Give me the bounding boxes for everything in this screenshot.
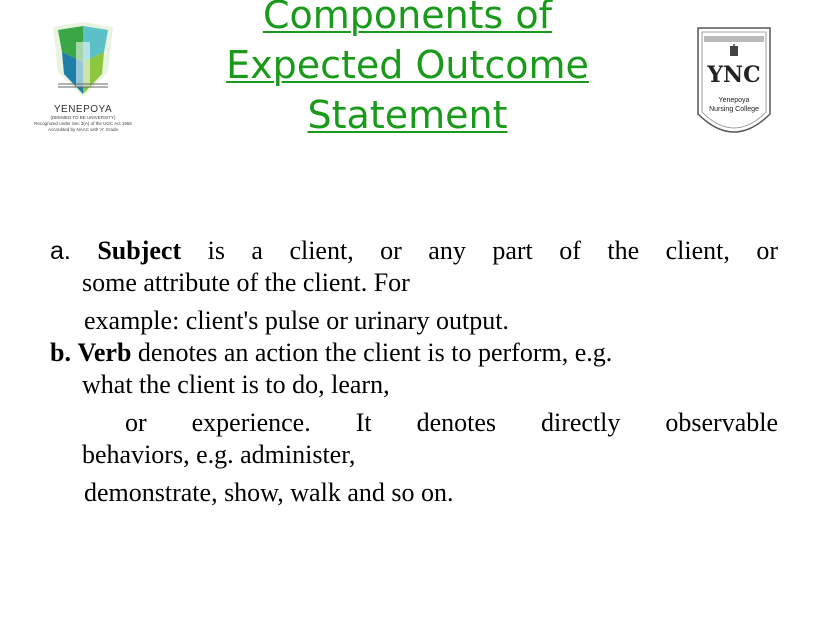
nursing-college-crest-icon [694,24,774,152]
title-line-3: Statement [307,93,508,137]
item-a-marker: a. [50,237,71,265]
item-b-line-3: or experience. It denotes directly observable [125,408,778,437]
title-line-1: Components of [262,0,553,37]
shield-emblem-icon [48,22,118,102]
slide-title [180,0,635,140]
item-b-marker: b. [50,338,71,367]
logo-monogram: YNC [707,62,761,88]
item-a-line-3: example: client's pulse or urinary output. [84,306,509,335]
logo-left-line3: Accredited by NAAC with 'A' Grade [48,127,118,132]
logo-left-line1: (DEEMED TO BE UNIVERSITY) [50,115,116,120]
logo-left-line2: Recognized under Sec 3(A) of the UGC Act 1956 [34,121,132,126]
item-b-line-5: demonstrate, show, walk and so on. [84,478,454,507]
logo-caption-2: Nursing College [709,106,759,113]
logo-caption-1: Yenepoya [718,97,750,104]
item-b-line-4: behaviors, e.g. administer, [82,440,356,469]
item-b-line-1 [50,337,778,369]
logo-left-name: YENEPOYA [53,104,113,115]
item-a-line-1 [50,235,778,267]
item-a-text-1: is a client, or any part of the client, or [181,236,778,265]
item-b-line-2: what the client is to do, learn, [82,370,390,399]
item-b-term: Verb [77,338,132,367]
body-content [50,235,778,509]
item-a-term: Subject [97,236,182,265]
yenepoya-nursing-college-logo [694,24,774,152]
yenepoya-university-logo [22,22,144,156]
item-a-line-2: some attribute of the client. For [82,268,410,297]
title-line-2: Expected Outcome [226,43,589,87]
item-b-text-1: denotes an action the client is to perform, e.g. [131,338,613,367]
